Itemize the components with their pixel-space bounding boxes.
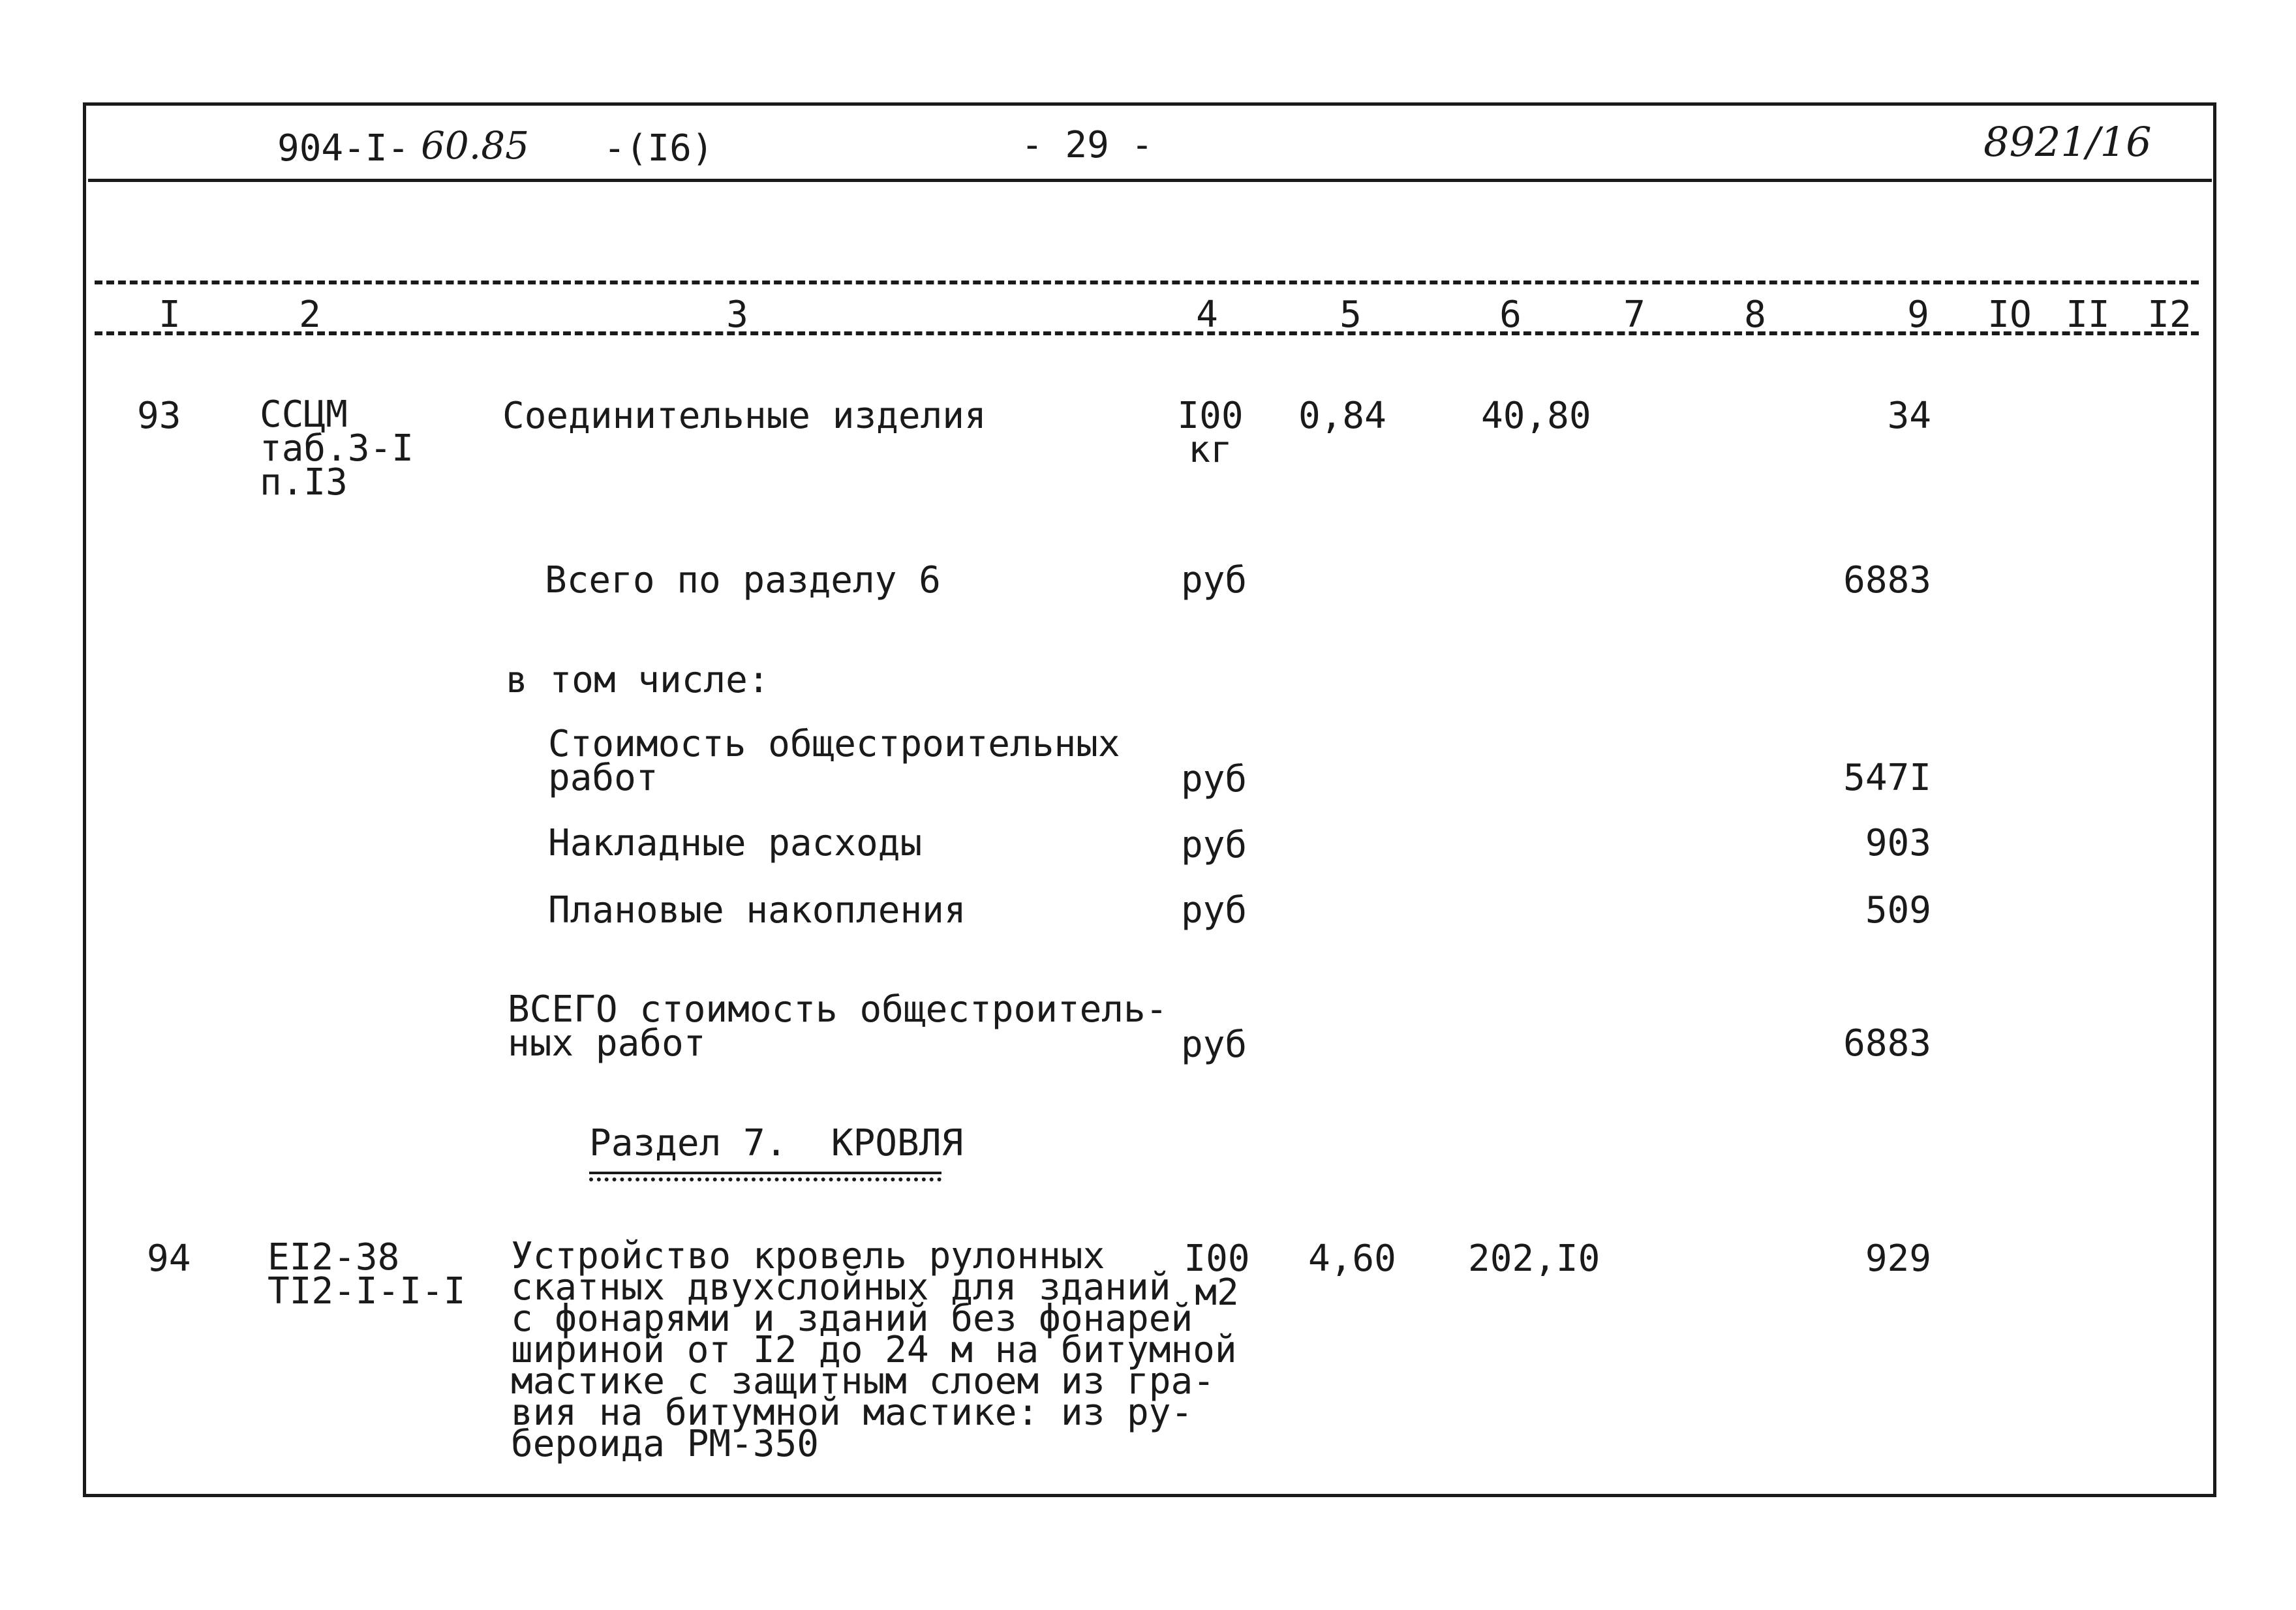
grand-total-value: 6883 <box>1843 1022 1931 1065</box>
row-93-number: 93 <box>137 395 181 437</box>
row-94-quantity: 4,60 <box>1308 1238 1396 1280</box>
header-divider <box>88 179 2212 182</box>
row-93-name: Соединительные изделия <box>502 395 987 437</box>
sheet-number: 8921/16 <box>1983 118 2152 166</box>
row-94-number: 94 <box>147 1238 191 1280</box>
column-header-top-rule <box>95 281 2199 284</box>
section-7-underline-dotted <box>589 1177 941 1181</box>
overheads-label: Накладные расходы <box>548 822 923 864</box>
row-94-name-line-4: шириной от I2 до 24 м на битумной <box>511 1329 1237 1371</box>
grand-total-unit: руб <box>1181 1024 1247 1066</box>
row-93-unit-price: 40,80 <box>1481 395 1591 437</box>
row-93-code-line-2: таб.3-I <box>260 427 414 470</box>
overheads-value: 903 <box>1865 822 1931 864</box>
row-93-code-line-3: п.I3 <box>260 461 348 504</box>
column-number-7: 7 <box>1623 294 1645 336</box>
section-6-total-label: Всего по разделу 6 <box>545 559 941 601</box>
column-number-6: 6 <box>1499 294 1522 336</box>
planned-savings-unit: руб <box>1181 889 1247 932</box>
column-number-4: 4 <box>1196 294 1218 336</box>
column-number-12: I2 <box>2147 294 2192 336</box>
document-code-handwritten: 60.85 <box>421 123 530 168</box>
general-works-value: 547I <box>1843 757 1931 799</box>
column-header-bottom-rule <box>95 331 2199 335</box>
column-number-10: IO <box>1987 294 2032 336</box>
row-94-name-line-7: бероида РМ-350 <box>511 1423 819 1465</box>
row-93-code-line-1: ССЦМ <box>260 393 348 436</box>
column-number-2: 2 <box>299 294 321 336</box>
general-works-unit: руб <box>1181 758 1247 800</box>
overheads-unit: руб <box>1181 824 1247 866</box>
general-works-label-line-1: Стоимость общестроительных <box>548 723 1120 765</box>
row-94-unit-line-2: м2 <box>1195 1271 1239 1314</box>
row-94-name-line-1: Устройство кровель рулонных <box>511 1235 1105 1277</box>
row-94-name-line-2: скатных двухслойных для зданий <box>511 1266 1171 1309</box>
row-93-unit-line-1: I00 <box>1177 395 1244 437</box>
section-7-underline <box>589 1172 941 1174</box>
row-94-total: 929 <box>1865 1238 1931 1280</box>
row-94-code-line-1: ЕI2-38 <box>268 1236 400 1279</box>
column-number-9: 9 <box>1907 294 1929 336</box>
general-works-label-line-2: работ <box>548 757 658 799</box>
row-94-name-line-5: мастике с защитным слоем из гра- <box>511 1360 1215 1403</box>
column-number-8: 8 <box>1744 294 1766 336</box>
grand-total-label-line-2: ных работ <box>508 1022 706 1065</box>
including-label: в том числе: <box>506 659 770 701</box>
section-7-heading: Раздел 7. КРОВЛЯ <box>589 1122 964 1164</box>
row-94-unit-price: 202,I0 <box>1468 1238 1600 1280</box>
column-number-3: 3 <box>726 294 748 336</box>
row-94-code-line-2: ТI2-I-I-I <box>268 1270 466 1313</box>
row-93-total: 34 <box>1887 395 1931 437</box>
row-94-name-line-3: с фонарями и зданий без фонарей <box>511 1298 1193 1340</box>
planned-savings-value: 509 <box>1865 889 1931 932</box>
document-code: 904-I- <box>277 127 410 170</box>
row-93-unit-line-2: кг <box>1188 429 1232 471</box>
section-6-total-unit: руб <box>1181 559 1247 601</box>
row-93-quantity: 0,84 <box>1298 395 1386 437</box>
planned-savings-label: Плановые накопления <box>548 889 966 932</box>
grand-total-label-line-1: ВСЕГО стоимость общестроитель- <box>508 988 1168 1031</box>
column-number-5: 5 <box>1339 294 1362 336</box>
row-94-unit-line-1: I00 <box>1184 1238 1250 1280</box>
column-number-11: II <box>2066 294 2110 336</box>
row-94-name-line-6: вия на битумной мастике: из ру- <box>511 1391 1193 1434</box>
column-number-1: I <box>159 294 181 336</box>
document-subcode: -(I6) <box>604 127 714 170</box>
section-6-total-value: 6883 <box>1843 559 1931 601</box>
page-number: - 29 - <box>1021 124 1154 166</box>
